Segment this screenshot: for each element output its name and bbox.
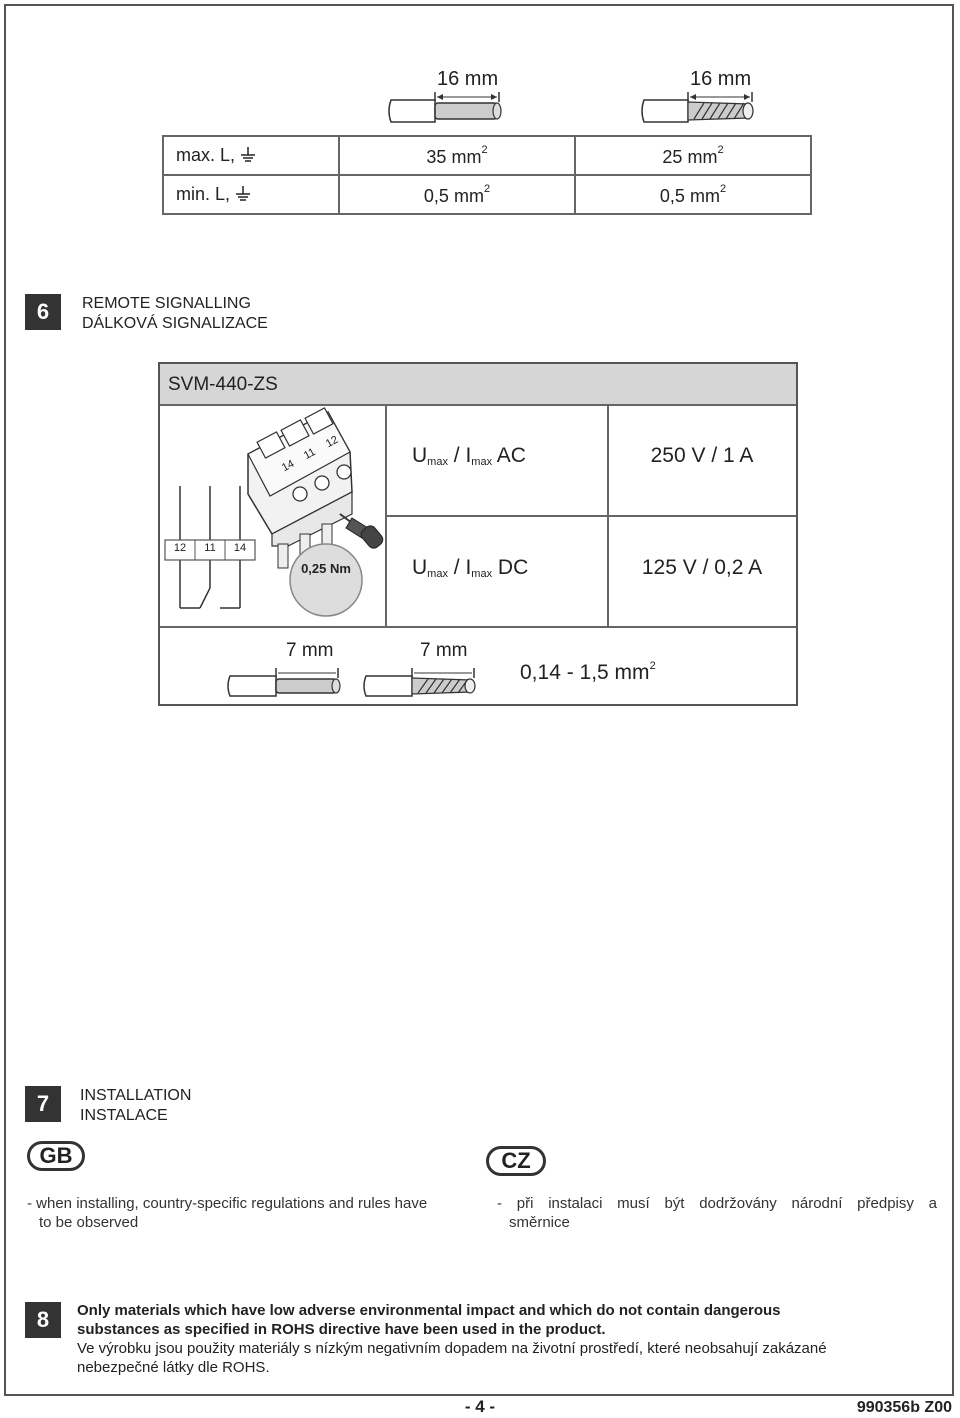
terminal-label-12: 12 bbox=[323, 433, 341, 451]
row-label-min: min. L, bbox=[163, 175, 339, 214]
divider bbox=[385, 515, 796, 517]
cz-badge: CZ bbox=[486, 1146, 546, 1176]
row-label-max: max. L, bbox=[163, 136, 339, 175]
ground-icon bbox=[235, 186, 251, 202]
divider bbox=[160, 626, 796, 628]
svm-spec-panel bbox=[158, 362, 798, 706]
contact-label-11: 11 bbox=[204, 542, 216, 554]
gb-installation-text: - when installing, country-specific regulations and rules have to be observed bbox=[27, 1195, 428, 1231]
model-name: SVM-440-ZS bbox=[160, 364, 796, 406]
solid-wire-illustration bbox=[385, 88, 515, 128]
rohs-statement: Only materials which have low adverse environmental impact and which do not contain dangerous substances as specified in ROHS directive have been used in the product. Ve výrobku jsou použity materiály s nízkým negativním dopadem na životní prostředí, které neobsahují zakázané nebezpečné látky dle ROHS. bbox=[77, 1302, 827, 1376]
dc-rating-value: 125 V / 0,2 A bbox=[641, 556, 763, 579]
max-stranded-cell: 25 $mm^2$ bbox=[575, 136, 811, 175]
dc-rating-label: $U_{max} / I_{max}$ DC bbox=[412, 556, 529, 580]
cross-section-table bbox=[162, 135, 812, 215]
ac-rating-value: 250 V / 1 A bbox=[650, 444, 754, 467]
min-stranded-cell: 0,5 $mm^2$ bbox=[575, 175, 811, 214]
section-number-6: 6 bbox=[25, 294, 61, 330]
wire-solid-strip-label: 16 mm bbox=[437, 68, 499, 90]
max-solid-cell: 35 $mm^2$ bbox=[339, 136, 575, 175]
stranded-wire-illustration bbox=[638, 88, 768, 128]
min-solid-cell: 0,5 $mm^2$ bbox=[339, 175, 575, 214]
cz-installation-text: - při instalaci musí být dodržovány národní předpisy a směrnice bbox=[497, 1195, 937, 1231]
section-number-8: 8 bbox=[25, 1302, 61, 1338]
document-code: 990356b Z00 bbox=[856, 1399, 952, 1416]
table-row bbox=[163, 175, 811, 214]
section-7-title: INSTALLATION INSTALACE bbox=[80, 1087, 192, 1124]
contact-label-14: 14 bbox=[233, 542, 247, 554]
strip-length-solid: 7 mm bbox=[286, 640, 334, 661]
gb-badge: GB bbox=[27, 1141, 85, 1171]
torque-label: 0,25 Nm bbox=[301, 561, 351, 576]
solid-wire-7mm-illustration bbox=[224, 666, 348, 700]
terminal-block-illustration bbox=[160, 406, 384, 626]
terminal-label-14: 14 bbox=[279, 457, 297, 475]
wire-stranded-strip-label: 16 mm bbox=[690, 68, 752, 90]
wire-range: 0,14 - 1,5 $mm^2$ bbox=[520, 660, 656, 684]
terminal-label-11: 11 bbox=[301, 446, 318, 462]
section-number-7: 7 bbox=[25, 1086, 61, 1122]
strip-length-stranded: 7 mm bbox=[420, 640, 468, 661]
ac-rating-label: $U_{max} / I_{max}$ AC bbox=[412, 444, 526, 468]
page-number: - 4 - bbox=[464, 1397, 496, 1416]
table-row bbox=[163, 136, 811, 175]
section-6-title: REMOTE SIGNALLING DÁLKOVÁ SIGNALIZACE bbox=[82, 295, 268, 332]
contact-label-12: 12 bbox=[173, 542, 187, 554]
stranded-wire-7mm-illustration bbox=[360, 666, 484, 700]
ground-icon bbox=[240, 147, 256, 163]
